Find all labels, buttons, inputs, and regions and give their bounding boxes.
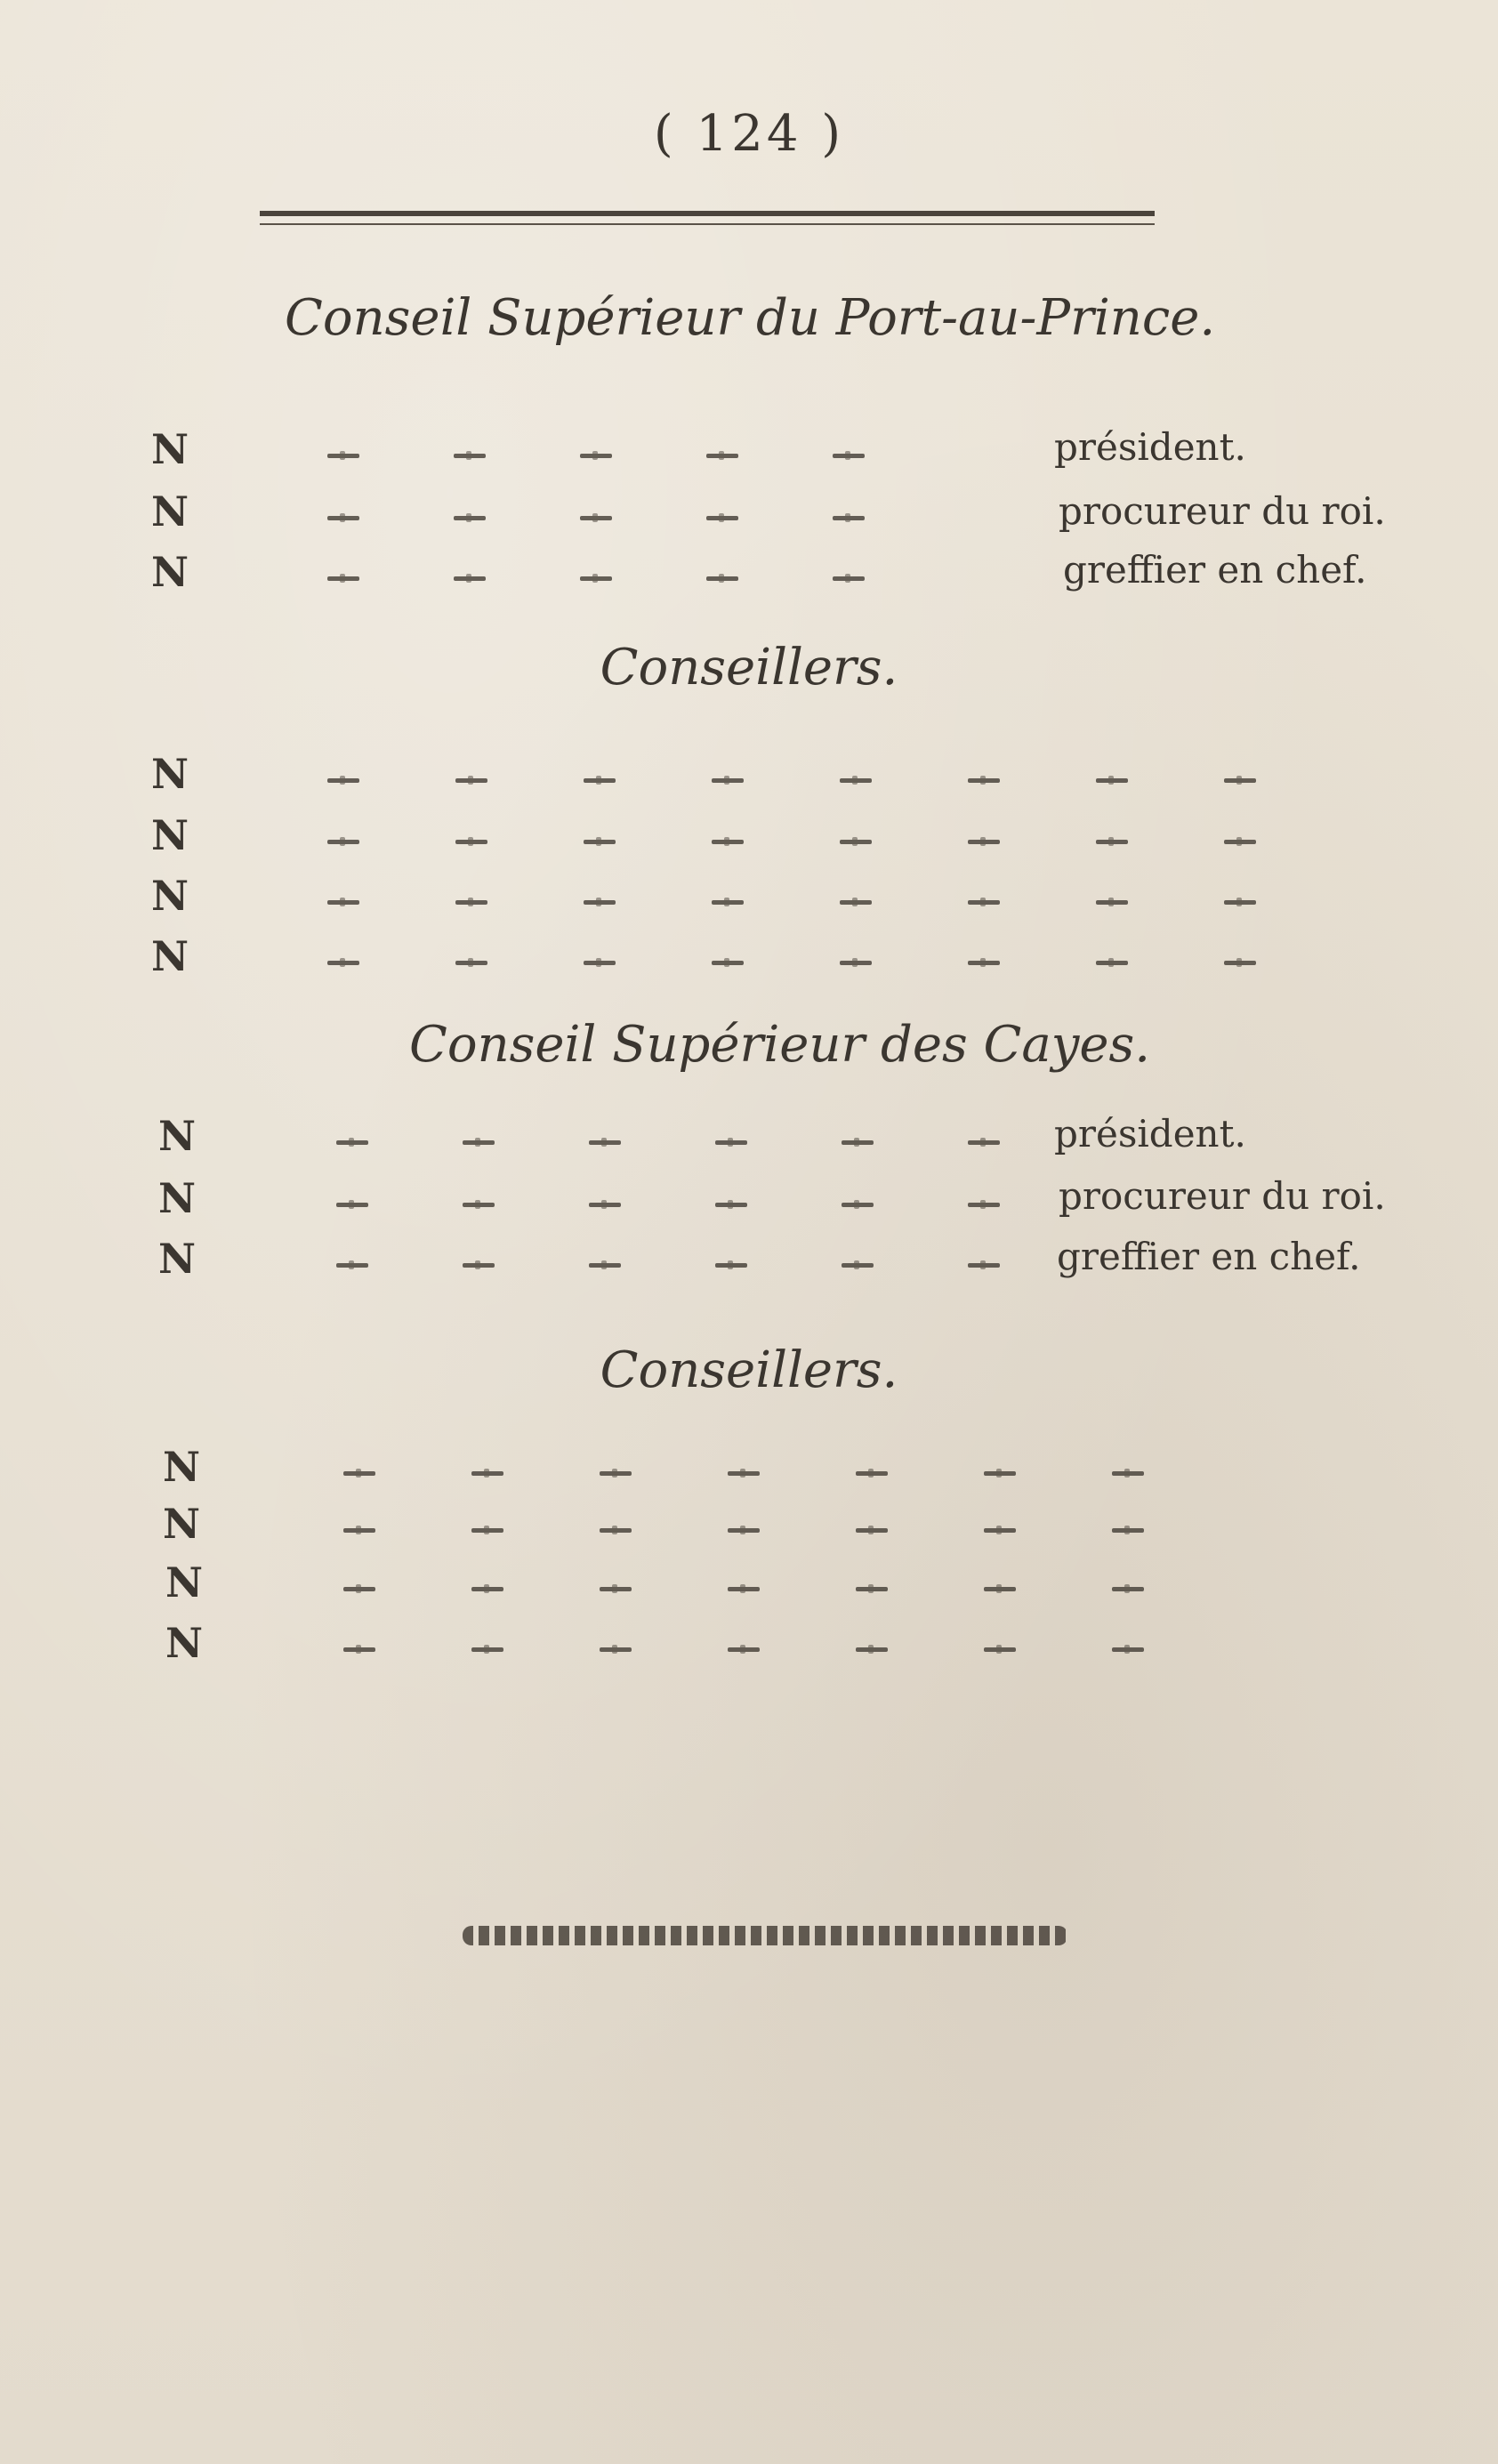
dash-leader <box>454 576 486 581</box>
dash-leader <box>1224 778 1256 783</box>
dash-leader <box>600 1528 632 1533</box>
dash-leader <box>455 778 487 783</box>
page-number: ( 124 ) <box>653 105 845 163</box>
initial: N <box>165 1558 204 1606</box>
dash-leader <box>984 1647 1016 1652</box>
list-item <box>0 1619 1498 1672</box>
dash-leader <box>728 1587 760 1591</box>
dash-leader <box>336 1263 368 1268</box>
dash-leader <box>968 1140 1000 1145</box>
list-item <box>0 1443 1498 1496</box>
initial: N <box>165 1619 204 1667</box>
list-item <box>0 548 1498 601</box>
dash-leader <box>327 900 359 905</box>
dash-leader <box>1112 1647 1144 1652</box>
dash-leader <box>1096 778 1128 783</box>
dash-leader <box>327 778 359 783</box>
dash-leader <box>706 516 738 520</box>
role-label: procureur du roi. <box>1059 1174 1386 1218</box>
dash-leader <box>840 840 872 844</box>
dash-leader <box>840 900 872 905</box>
dash-leader <box>454 454 486 458</box>
role-label: président. <box>1054 425 1246 469</box>
list-item <box>0 1174 1498 1228</box>
initial: N <box>158 1174 197 1222</box>
dash-leader <box>728 1471 760 1476</box>
dash-leader <box>327 576 359 581</box>
dash-leader <box>471 1471 503 1476</box>
header-rule <box>260 211 1155 225</box>
list-item <box>0 811 1498 865</box>
dash-leader <box>1096 840 1128 844</box>
dash-leader <box>856 1528 888 1533</box>
dash-leader <box>728 1647 760 1652</box>
role-label: président. <box>1054 1112 1246 1156</box>
dash-leader <box>1224 900 1256 905</box>
dash-leader <box>336 1203 368 1207</box>
dash-leader <box>584 961 616 965</box>
dash-leader <box>454 516 486 520</box>
dash-leader <box>706 576 738 581</box>
end-ornament <box>463 1926 1067 1945</box>
dash-leader <box>327 840 359 844</box>
dash-leader <box>712 840 744 844</box>
dash-leader <box>984 1587 1016 1591</box>
dash-leader <box>584 778 616 783</box>
dash-leader <box>455 961 487 965</box>
initial: N <box>151 548 189 596</box>
dash-leader <box>463 1203 495 1207</box>
dash-leader <box>343 1587 375 1591</box>
dash-leader <box>463 1263 495 1268</box>
dash-leader <box>463 1140 495 1145</box>
dash-leader <box>968 840 1000 844</box>
dash-leader <box>984 1471 1016 1476</box>
dash-leader <box>471 1587 503 1591</box>
role-label: greffier en chef. <box>1063 548 1367 592</box>
initial: N <box>158 1112 197 1160</box>
dash-leader <box>1112 1471 1144 1476</box>
list-item <box>0 872 1498 925</box>
dash-leader <box>968 900 1000 905</box>
initial: N <box>163 1500 201 1548</box>
dash-leader <box>712 900 744 905</box>
dash-leader <box>728 1528 760 1533</box>
dash-leader <box>600 1647 632 1652</box>
dash-leader <box>968 961 1000 965</box>
list-item <box>0 1112 1498 1165</box>
dash-leader <box>842 1140 874 1145</box>
dash-leader <box>600 1471 632 1476</box>
dash-leader <box>984 1528 1016 1533</box>
dash-leader <box>968 778 1000 783</box>
initial: N <box>151 932 189 980</box>
list-item <box>0 1235 1498 1288</box>
dash-leader <box>471 1528 503 1533</box>
dash-leader <box>589 1140 621 1145</box>
dash-leader <box>1224 961 1256 965</box>
section-title-conseillers: Conseillers. <box>600 639 898 697</box>
dash-leader <box>840 961 872 965</box>
dash-leader <box>455 840 487 844</box>
dash-leader <box>715 1263 747 1268</box>
dash-leader <box>712 961 744 965</box>
initial: N <box>158 1235 197 1283</box>
dash-leader <box>600 1587 632 1591</box>
dash-leader <box>1096 900 1128 905</box>
list-item <box>0 425 1498 479</box>
dash-leader <box>580 576 612 581</box>
list-item <box>0 932 1498 986</box>
dash-leader <box>343 1528 375 1533</box>
dash-leader <box>712 778 744 783</box>
initial: N <box>151 750 189 798</box>
dash-leader <box>833 454 865 458</box>
dash-leader <box>580 454 612 458</box>
dash-leader <box>1096 961 1128 965</box>
dash-leader <box>589 1263 621 1268</box>
dash-leader <box>840 778 872 783</box>
section-title-port-au-prince: Conseil Supérieur du Port-au-Prince. <box>285 289 1216 347</box>
dash-leader <box>715 1203 747 1207</box>
initial: N <box>151 872 189 920</box>
dash-leader <box>968 1203 1000 1207</box>
dash-leader <box>833 516 865 520</box>
dash-leader <box>856 1471 888 1476</box>
dash-leader <box>589 1203 621 1207</box>
dash-leader <box>842 1263 874 1268</box>
initial: N <box>151 811 189 859</box>
dash-leader <box>336 1140 368 1145</box>
dash-leader <box>1112 1528 1144 1533</box>
section-title-conseillers-2: Conseillers. <box>600 1341 898 1399</box>
dash-leader <box>856 1587 888 1591</box>
initial: N <box>151 487 189 535</box>
dash-leader <box>327 454 359 458</box>
dash-leader <box>833 576 865 581</box>
dash-leader <box>715 1140 747 1145</box>
section-title-cayes: Conseil Supérieur des Cayes. <box>409 1016 1151 1074</box>
dash-leader <box>327 961 359 965</box>
role-label: greffier en chef. <box>1057 1235 1361 1278</box>
dash-leader <box>856 1647 888 1652</box>
list-item <box>0 1500 1498 1553</box>
dash-leader <box>842 1203 874 1207</box>
dash-leader <box>584 840 616 844</box>
dash-leader <box>584 900 616 905</box>
dash-leader <box>1224 840 1256 844</box>
dash-leader <box>580 516 612 520</box>
dash-leader <box>343 1647 375 1652</box>
initial: N <box>163 1443 201 1491</box>
dash-leader <box>471 1647 503 1652</box>
dash-leader <box>327 516 359 520</box>
list-item <box>0 1558 1498 1612</box>
dash-leader <box>1112 1587 1144 1591</box>
list-item <box>0 750 1498 803</box>
dash-leader <box>706 454 738 458</box>
dash-leader <box>343 1471 375 1476</box>
dash-leader <box>968 1263 1000 1268</box>
role-label: procureur du roi. <box>1059 489 1386 533</box>
list-item <box>0 487 1498 541</box>
dash-leader <box>455 900 487 905</box>
initial: N <box>151 425 189 473</box>
